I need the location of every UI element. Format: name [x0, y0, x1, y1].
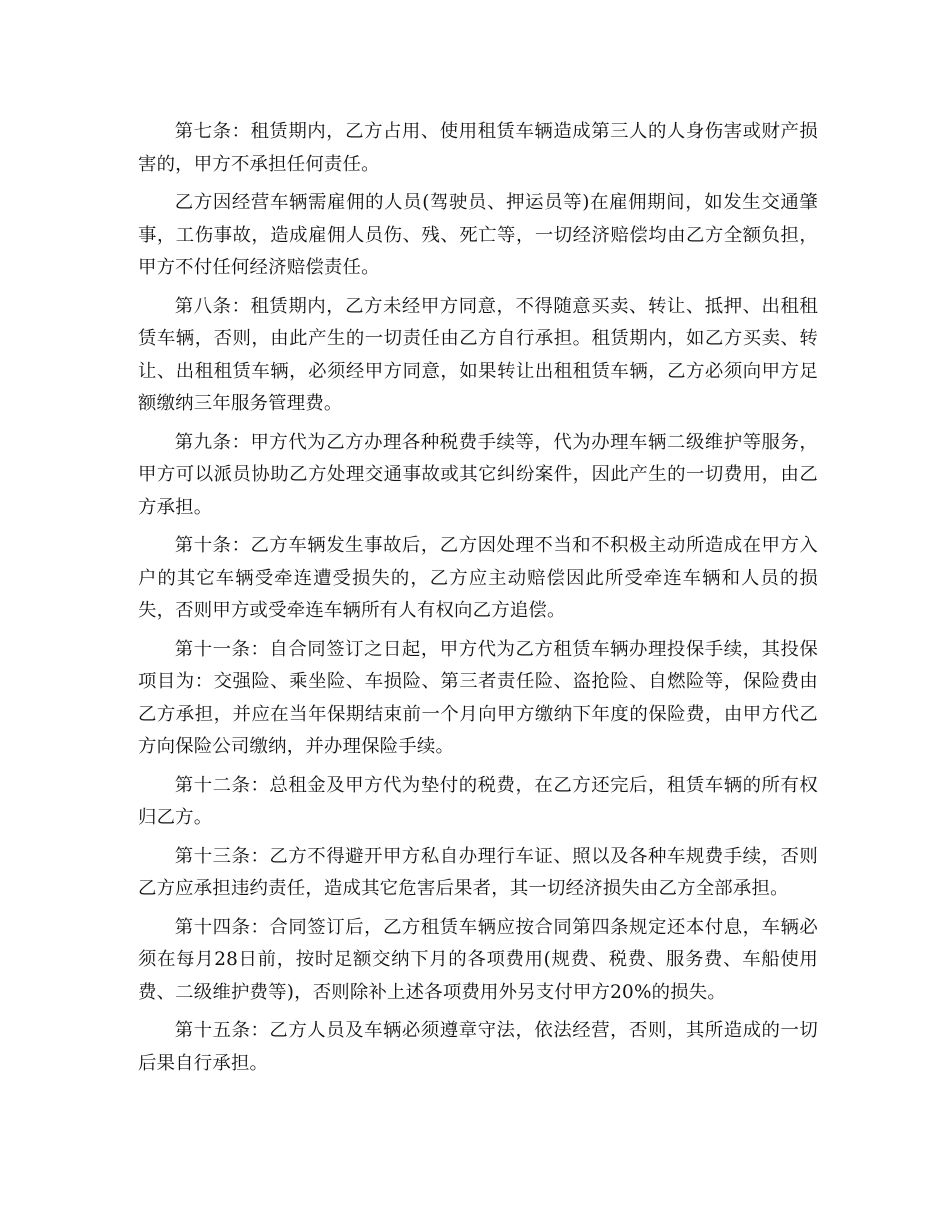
- clause-8-paragraph: 第八条：租赁期内，乙方未经甲方同意，不得随意买卖、转让、抵押、出租租赁车辆，否则，由此产生的一切责任由乙方自行承担。租赁期内，如乙方买卖、转让、出租租赁车辆，必须经甲方同意，如果转让出租租赁车辆，乙方必须向甲方足额缴纳三年服务管理费。: [138, 295, 818, 414]
- clause-13-paragraph: 第十三条：乙方不得避开甲方私自办理行车证、照以及各种车规费手续，否则乙方应承担违约责任，造成其它危害后果者，其一切经济损失由乙方全部承担。: [138, 845, 818, 899]
- clause-12-paragraph: 第十二条：总租金及甲方代为垫付的税费，在乙方还完后，租赁车辆的所有权归乙方。: [138, 774, 818, 828]
- clause-9-paragraph: 第九条：甲方代为乙方办理各种税费手续等，代为办理车辆二级维护等服务，甲方可以派员协助乙方处理交通事故或其它纠纷案件，因此产生的一切费用，由乙方承担。: [138, 431, 818, 518]
- clause-10-paragraph: 第十条：乙方车辆发生事故后，乙方因处理不当和不积极主动所造成在甲方入户的其它车辆受牵连遭受损失的，乙方应主动赔偿因此所受牵连车辆和人员的损失，否则甲方或受牵连车辆所有人有权向乙方追偿。: [138, 535, 818, 621]
- clause-15-paragraph: 第十五条：乙方人员及车辆必须遵章守法，依法经营，否则，其所造成的一切后果自行承担。: [138, 1020, 818, 1074]
- clause-7-paragraph: 第七条：租赁期内，乙方占用、使用租赁车辆造成第三人的人身伤害或财产损害的，甲方不承担任何责任。: [138, 121, 818, 175]
- clause-11-paragraph: 第十一条：自合同签订之日起，甲方代为乙方租赁车辆办理投保手续，其投保项目为：交强险、乘坐险、车损险、第三者责任险、盗抢险、自燃险等，保险费由乙方承担，并应在当年保期结束前一个月向甲方缴纳下年度的保险费，由甲方代乙方向保险公司缴纳，并办理保险手续。: [138, 638, 818, 757]
- clause-7-employee-paragraph: 乙方因经营车辆需雇佣的人员(驾驶员、押运员等)在雇佣期间，如发生交通肇事，工伤事故，造成雇佣人员伤、残、死亡等，一切经济赔偿均由乙方全额负担，甲方不付任何经济赔偿责任。: [138, 192, 818, 278]
- clause-14-paragraph: 第十四条：合同签订后，乙方租赁车辆应按合同第四条规定还本付息，车辆必须在每月28日前，按时足额交纳下月的各项费用(规费、税费、服务费、车船使用费、二级维护费等)，否则除补上述各项费用外另支付甲方20%的损失。: [138, 916, 818, 1003]
- document-body: [138, 116, 818, 1086]
